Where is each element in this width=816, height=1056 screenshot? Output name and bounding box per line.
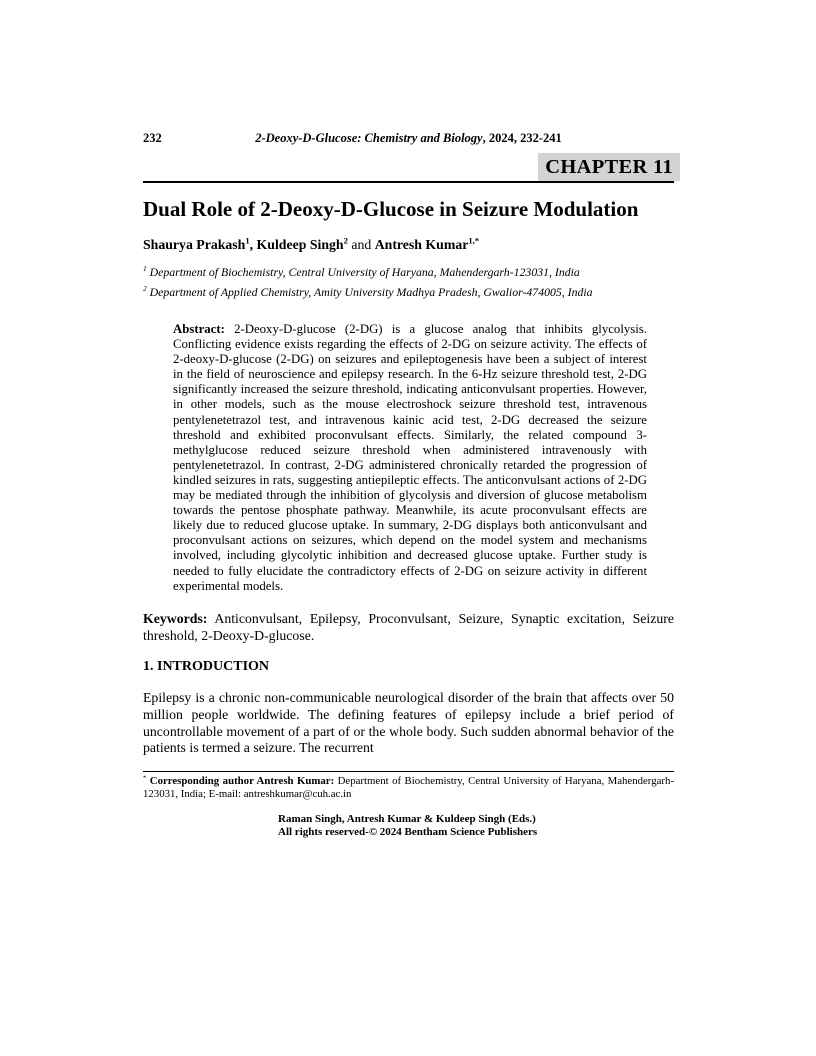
affiliation-text: Department of Biochemistry, Central University of Haryana, Mahendergarh-123031, India: [146, 265, 580, 279]
affiliation-text: Department of Applied Chemistry, Amity University Madhya Pradesh, Gwalior-474005, India: [146, 285, 593, 299]
editors-line: Raman Singh, Antresh Kumar & Kuldeep Singh (Eds.): [278, 813, 536, 826]
running-title: [143, 131, 674, 146]
affiliation-1: [143, 262, 674, 282]
page-header: [143, 131, 674, 146]
author-name: Kuldeep Singh: [256, 237, 344, 252]
affiliations: [143, 262, 674, 302]
footnote-bold: Corresponding author Antresh Kumar:: [146, 775, 335, 788]
author-superscript: 1: [245, 235, 250, 246]
article-title: Dual Role of 2-Deoxy-D-Glucose in Seizure Modulation: [143, 197, 639, 221]
author-separator: ,: [249, 237, 257, 252]
keywords-label: Keywords:: [143, 610, 208, 626]
author-name: Antresh Kumar: [374, 237, 469, 252]
abstract-text: 2-Deoxy-D-glucose (2-DG) is a glucose analog that inhibits glycolysis. Conflicting evidence exists regarding the effects of 2-DG on seizure activity. The effects of 2-deoxy-D-glucose (2-DG) on seizures and epileptogenesis have been a subject of interest in the field of neuroscience and epilepsy research. In the 6-Hz seizure threshold test, 2-DG significantly increased the seizure threshold, indicating anticonvulsant properties. However, in other models, such as the mouse electroshock seizure threshold test, intravenous pentylenetetrazol test, and intravenous kainic acid test, 2-DG decreased the seizure threshold and exhibited proconvulsant effects. Similarly, the related compound 3-methylglucose reduced seizure threshold when administered intravenously with pentylenetetrazol. In contrast, 2-DG administered chronically retarded the progression of kindled seizures in rats, suggesting antiepileptic effects. The anticonvulsant actions of 2-DG may be mediated through the inhibition of glycolysis and diversion of glucose metabolism towards the pentose phosphate pathway. Meanwhile, its acute proconvulsant effects are likely due to reduced glucose uptake. In summary, 2-DG displays both anticonvulsant and proconvulsant actions on seizures, which depend on the model system and mechanisms involved, including glycolytic inhibition and decreased glucose uptake. Further study is needed to fully elucidate the contradictory effects of 2-DG on seizure activity in different experimental models.: [173, 322, 647, 593]
introduction-heading: 1. INTRODUCTION: [143, 658, 270, 674]
page-number: 232: [143, 131, 162, 145]
footnote-text: Department of Biochemistry, Central University of Haryana, Mahendergarh-123031, India; E-mail: antreshkumar@cuh.ac.in: [143, 775, 674, 801]
keywords-text: Anticonvulsant, Epilepsy, Proconvulsant, Seizure, Synaptic excitation, Seizure threshold, 2-Deoxy-D-glucose.: [143, 610, 674, 643]
keywords-paragraph: [143, 610, 674, 644]
footnote-marker: *: [143, 774, 147, 782]
corresponding-author-footnote: [143, 775, 674, 801]
chapter-banner: [143, 153, 674, 183]
copyright-footer: [278, 813, 674, 838]
running-title-meta: , 2024, 232-241: [482, 131, 562, 145]
rights-line: All rights reserved-© 2024 Bentham Science Publishers: [278, 825, 538, 838]
abstract-label: Abstract:: [173, 322, 225, 336]
affiliation-superscript: 1: [143, 264, 147, 274]
chapter-label: CHAPTER 11: [538, 153, 680, 181]
author-line: [143, 236, 674, 253]
affiliation-superscript: 2: [143, 284, 147, 294]
author-superscript: 1,*: [468, 235, 480, 246]
introduction-paragraph: Epilepsy is a chronic non-communicable neurological disorder of the brain that affects over 50 million people worldwide. The defining features of epilepsy include a brief period of uncontrollable movement of a part of or the whole body. Such sudden abnormal behavior of the patients is termed a seizure. The recurrent: [143, 689, 674, 756]
footnote-divider: [143, 771, 674, 772]
author-conjunction: and: [347, 237, 375, 252]
author-name: Shaurya Prakash: [143, 237, 246, 252]
author-superscript: 2: [343, 235, 348, 246]
affiliation-2: [143, 282, 674, 302]
running-title-book: 2-Deoxy-D-Glucose: Chemistry and Biology: [255, 131, 483, 145]
abstract-paragraph: [173, 322, 647, 594]
